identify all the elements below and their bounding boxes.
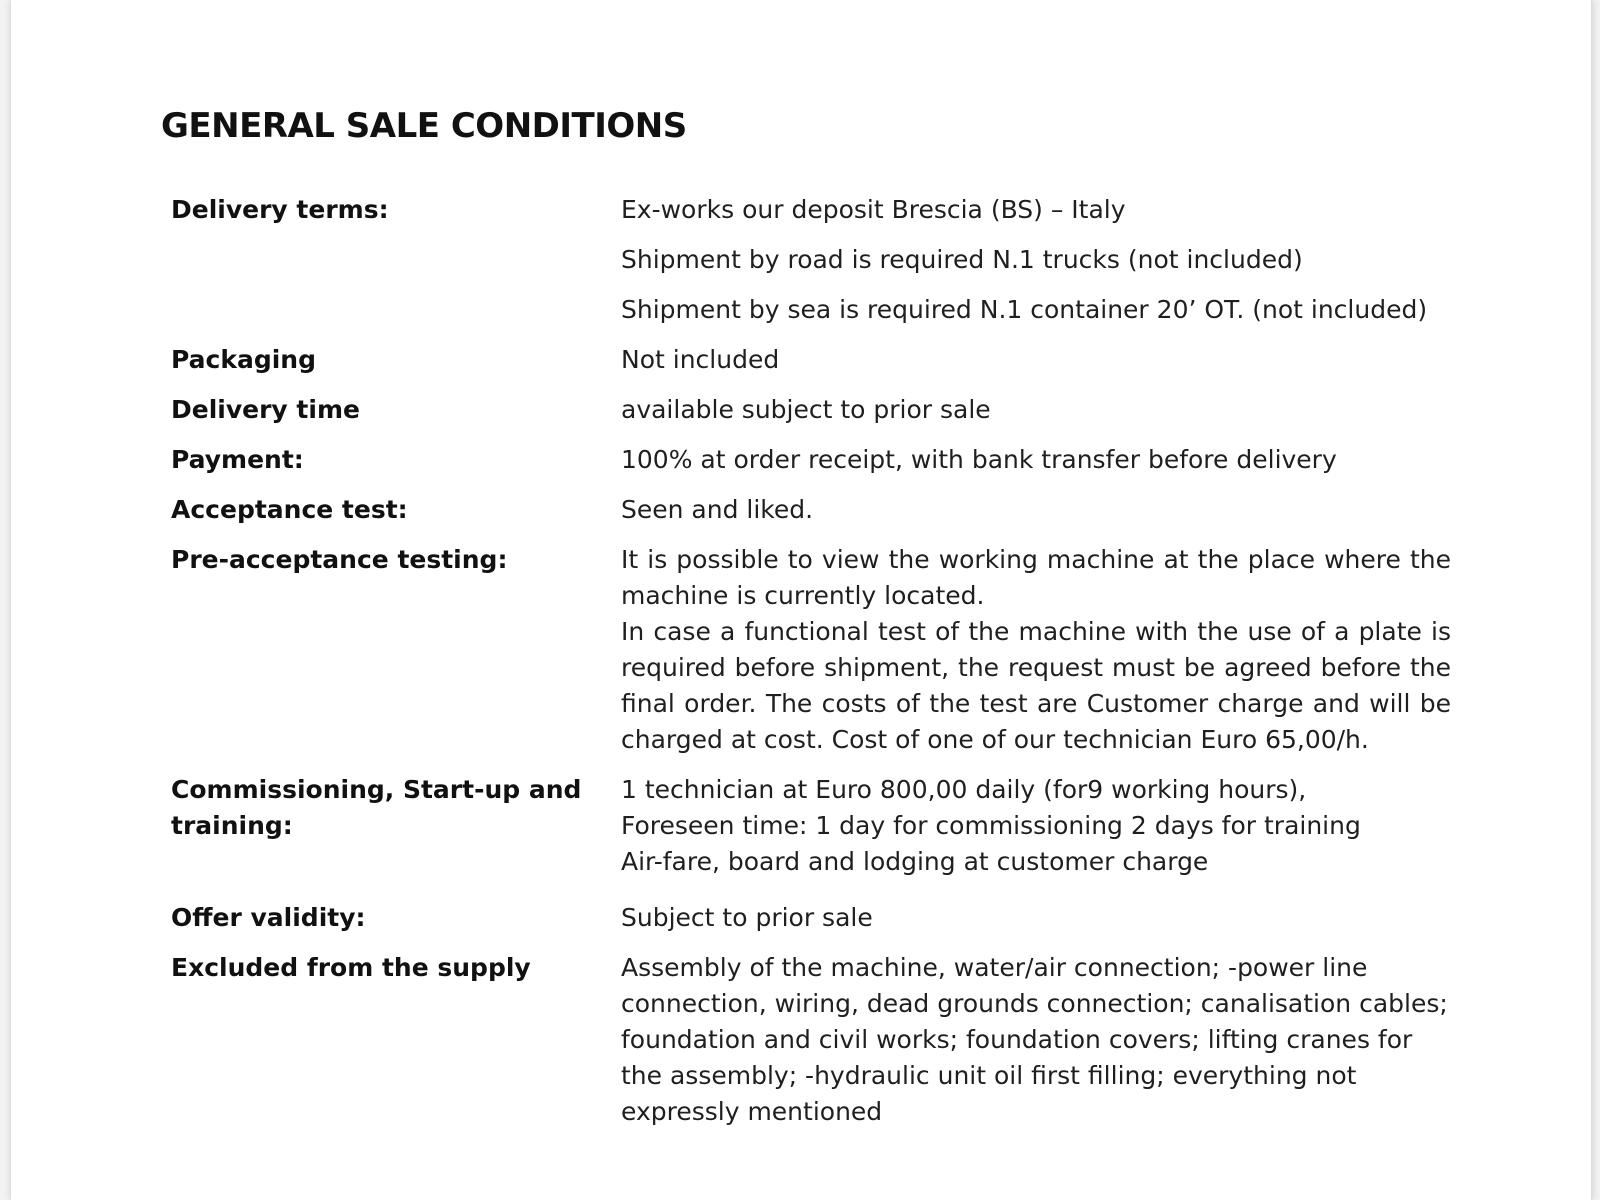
term-row-offer-validity [161,900,1451,936]
term-value [621,192,1451,328]
term-value-paragraph: It is possible to view the working machine at the place where the machine is currently located. [621,545,1451,610]
term-label: Delivery terms: [171,195,389,224]
term-row-delivery-time [161,392,1451,428]
term-label: Excluded from the supply [171,953,531,982]
term-value [621,542,1451,758]
term-row-acceptance-test [161,492,1451,528]
term-row-excluded [161,950,1451,1130]
term-value: Not included [621,345,780,374]
term-label: Acceptance test: [171,495,408,524]
term-value-line: Shipment by road is required N.1 trucks (not included) [621,245,1303,274]
term-row-packaging [161,342,1451,378]
term-value-line: Air-fare, board and lodging at customer charge [621,847,1209,876]
terms-table [161,192,1451,1130]
term-value: Seen and liked. [621,495,814,524]
term-value: 100% at order receipt, with bank transfer before delivery [621,445,1337,474]
term-label: Packaging [171,345,316,374]
term-value: available subject to prior sale [621,395,991,424]
term-label: Payment: [171,445,304,474]
term-value: Subject to prior sale [621,903,873,932]
term-label: Pre-acceptance testing: [171,545,508,574]
term-label: Commissioning, Start-up and training: [171,775,582,840]
term-row-commissioning [161,772,1451,880]
document-page [10,0,1592,1200]
document-title: GENERAL SALE CONDITIONS [161,106,687,146]
term-row-payment [161,442,1451,478]
term-label: Offer validity: [171,903,366,932]
term-value-line: Foreseen time: 1 day for commissioning 2 days for training [621,811,1361,840]
term-value: Assembly of the machine, water/air connection; -power line connection, wiring, dead grounds connection; canalisation cables; foundation and civil works; foundation covers; lifting cranes for the assembly; -hydraulic unit oil first filling; everything not expressly mentioned [621,953,1448,1126]
term-value [621,772,1451,880]
term-value-line: Shipment by sea is required N.1 container 20’ OT. (not included) [621,295,1428,324]
term-value-paragraph: In case a functional test of the machine with the use of a plate is required before shipment, the request must be agreed before the final order. The costs of the test are Customer charge and will be charged at cost. Cost of one of our technician Euro 65,00/h. [621,617,1451,754]
document-content [161,100,1451,1130]
term-label: Delivery time [171,395,360,424]
term-row-pre-acceptance-testing [161,542,1451,758]
term-value-line: 1 technician at Euro 800,00 daily (for9 working hours), [621,775,1307,804]
term-value-line: Ex-works our deposit Brescia (BS) – Italy [621,195,1126,224]
term-row-delivery-terms [161,192,1451,328]
